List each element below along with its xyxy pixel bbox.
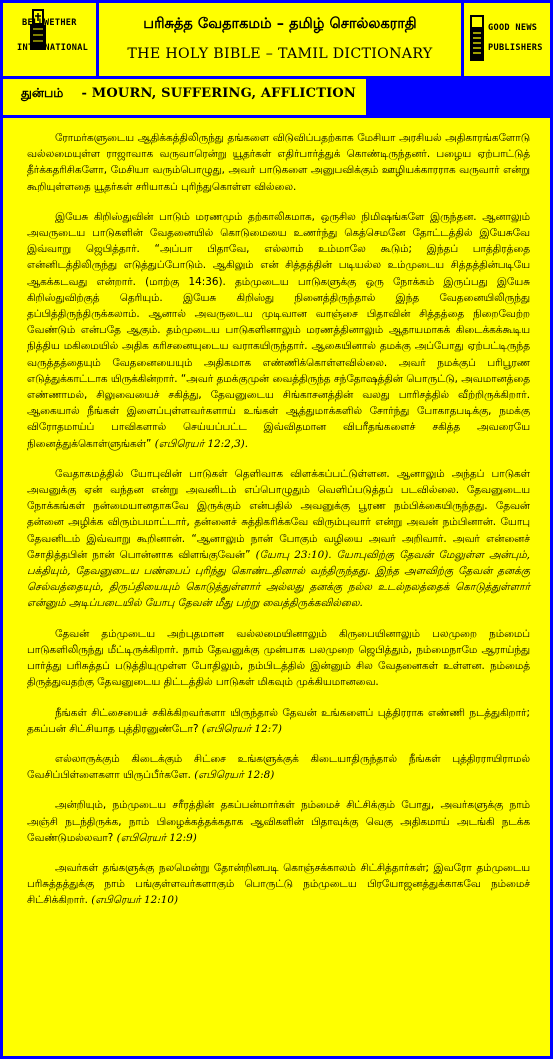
paragraph: இயேசு கிறிஸ்துவின் பாடும் மரணமும் தற்காலிகமாக, ஒருசில நிமிஷங்களே இருந்தன. ஆனாலும் அவருடைய பாடுகளின் வேதனையில் கொடுமையை உணர்ந்து கெத்செமனே தோட்டத்தில் இயேசுவே இவ்வாறு ஜெபித்தார். “அப்பா பிதாவே, எல்லாம் உம்மாலே கூடும்; இந்தப் பாத்திரத்தை என்னிடத்திலிருந்து எடுத்துப்போடும். ஆகிலும் என் சித்தத்தின் படியல்ல உம்முடைய சித்தத்தின்படியே ஆகக்கடவது என்றார். (மாற்கு 14:36). தம்முடைய பாடுகளுக்கு ஒரு நோக்கம் இருப்பது இயேசு கிறிஸ்துவிற்குத் தெரியும். இயேசு கிறிஸ்து நினைத்திருந்தால் இந்த வேதனையிலிருந்து தப்பித்திருந்திருக்கலாம். ஆனால் அவருடைய முடிவான வாஞ்சை பிதாவின் சித்தத்தை நிறைவேற்ற வேண்டும் என்பதே ஆகும். தம்முடைய பாடுகளினாலும் மரணத்தினாலும் ஆதாயமாகக் கிடைக்கக்கூடிய நித்திய மகிமையில் அதிக கரிசனையுடைய வராகயிருந்தார். ஆகையினால் தமக்கு அப்போது ஏற்பட்டிருந்த வருத்தத்தையும் வேதனையையும் அதிகமாக எண்ணிக்கொள்ளவில்லை. அவர் நமக்குப் பரிபூரண எடுத்துக்காட்டாக யிருக்கின்றார். “அவர் தமக்குமுன் வைத்திருந்த சந்தோஷத்தின் பொருட்டு, அவமானத்தை எண்ணாமல், சிலுவையைச் சகித்து, தேவனுடைய சிங்காசனத்தின் வலது பாரிசத்தில் வீற்றிருக்கிறார். ஆகையால் நீங்கள் இளைப்புள்ளவர்களாய் உங்கள் ஆத்துமாக்களில் சோர்ந்து போகாதபடிக்கு, நமக்கு விரோதமாய்ப் பாவிகளால் செய்யப்பட்ட இவ்விதமான விபரீதங்களைச் சகித்த அவரையே நினைத்துக்கொள்ளுங்கள்” (எபிரெயர் 12:2,3).	[27, 210, 530, 450]
scripture-reference: (எபிரெயர் 12:9)	[116, 831, 197, 844]
scripture-reference: (எபிரெயர் 12:2,3).	[154, 437, 249, 450]
logo-left-line2: INTERNATIONAL	[17, 43, 89, 53]
book-logo-icon	[3, 3, 96, 76]
title-panel	[99, 3, 461, 76]
scripture-reference: (எபிரெயர் 12:7)	[201, 722, 282, 735]
paragraph: எல்லாருக்கும் கிடைக்கும் சிட்சை உங்களுக்குக் கிடையாதிருந்தால் நீங்கள் புத்திரராயிராமல் வேசிப்பிள்ளைகளா யிருப்பீர்களே. (எபிரெயர் 12:8)	[27, 752, 530, 782]
bellwether-logo-panel	[3, 3, 96, 76]
newspaper-logo-icon	[464, 3, 550, 76]
good-news-logo-panel	[464, 3, 550, 76]
scripture-reference: (எபிரெயர் 12:10)	[91, 894, 178, 907]
paragraph: அன்றியும், நம்முடைய சரீரத்தின் தகப்பன்மார்கள் நம்மைச் சிட்சிக்கும் போது, அவர்களுக்கு நாம் அஞ்சி நடந்திருக்க, நாம் பிழைக்கத்தக்கதாக ஆவிகளின் பிதாவுக்கு வெகு அதிகமாய் அடங்கி நடக்க வேண்டுமல்லவா? (எபிரெயர் 12:9)	[27, 799, 530, 844]
scripture-reference: (எபிரெயர் 12:8)	[194, 769, 275, 782]
title-english: THE HOLY BIBLE – TAMIL DICTIONARY	[127, 46, 433, 62]
paragraph: ரோமர்களுடைய ஆதிக்கத்திலிருந்து தங்களை விடுவிப்பதற்காக மேசியா அரசியல் அதிகாரங்களோடு வல்லமையுள்ள ராஜாவாக வருவாரென்று யூதர்கள் எதிர்பார்த்துக் கொண்டிருந்தனர். பழைய ஏற்பாட்டுத் தீர்க்கதரிசிகளோ, மேசியா வரும்பொழுது, அவர் பாடுகளை அனுபவிக்கும் ஊழியக்காரராக வருவார் என்று கூறியுள்ளதை யூதர்கள் சரியாகப் புரிந்துகொள்ள வில்லை.	[27, 132, 530, 193]
paragraph: நீங்கள் சிட்சையைச் சகிக்கிறவர்களா யிருந்தால் தேவன் உங்களைப் புத்திரராக எண்ணி நடத்துகிறார்; தகப்பன் சிட்சியாத புத்திரனுண்டோ? (எபிரெயர் 12:7)	[27, 706, 530, 735]
entry-tamil-word: துன்பம்	[21, 85, 64, 100]
paragraph: வேதாகமத்தில் யோபுவின் பாடுகள் தெளிவாக விளக்கப்பட்டுள்ளன. ஆனாலும் அந்தப் பாடுகள் அவனுக்கு ஏன் வந்தன என்று அவனிடம் எப்பொழுதும் வெளிப்படுத்தப் படவில்லை. தேவனுடைய நோக்கங்கள் நன்மையானதாகவே இருக்கும் என்பதில் அவனுக்கு பூரண நம்பிக்கையிருந்தது. தேவன் தன்னை அழிக்க விரும்பமாட்டார், தன்னைச் சுத்திகரிக்கவே விரும்புவார் என்று அவன் நம்பினான். யோபு தேவனிடம் இவ்வாறு கூறினான். “ஆனாலும் நான் போகும் வழியை அவர் அறிவார். அவர் என்னைச் சோதித்தபின் நான் பொன்னாக விளங்குவேன்” (யோபு 23:10). யோபுவிற்கு தேவன் மேலுள்ள அன்பும், பக்தியும், தேவனுடைய பண்பைப் புரிந்து கொண்டதினால் வந்திருந்தது. இந்த அளவிற்கு தேவன் தனக்கு செல்வத்தையும், திருப்தியையும் கொடுத்துள்ளார் அல்லது தனக்கு நல்ல உடல்நலத்தைக் கொடுத்துள்ளார் என்னும் அடிப்படையில் யோபு தேவன் மீது பற்று வைத்திருக்கவில்லை.	[27, 467, 530, 610]
paragraph: அவர்கள் தங்களுக்கு நலமென்று தோன்றினபடி கொஞ்சக்காலம் சிட்சித்தார்கள்; இவரோ தம்முடைய பரிசுத்தத்துக்கு நாம் பங்குள்ளவர்களாகும் பொருட்டு நம்முடைய பிரயோஜனத்துக்காகவே நம்மைச் சிட்சிக்கிறார். (எபிரெயர் 12:10)	[27, 861, 530, 907]
logo-right-line1: GOOD NEWS	[488, 23, 538, 33]
paragraph: தேவன் தம்முடைய அற்புதமான வல்லமையினாலும் கிருபையினாலும் பலமுறை நம்மைப் பாடுகளிலிருந்து மீட்டிருக்கிறார். நாம் தேவனுக்கு முன்பாக பலமுறை ஜெபித்தும், நம்மைநாமே ஆராய்ந்து பார்த்து பரிசுத்தப் படுத்தியுமுள்ள போதிலும், நம்பிடத்தில் இன்னும் சில வேதனைகள் உள்ளன. நம்மைத் திருத்துவதற்கு தேவனுடைய திட்டத்தில் பாடுகள் மிகவும் முக்கியமானவை.	[27, 627, 530, 689]
logo-left-line1: BELLWETHER	[22, 18, 77, 28]
entry-english-meaning: - MOURN, SUFFERING, AFFLICTION	[81, 86, 356, 101]
logo-right-line2: PUBLISHERS	[488, 43, 543, 53]
entry-header	[3, 79, 366, 115]
title-tamil: பரிசுத்த வேதாகமம் – தமிழ் சொல்லகராதி	[143, 16, 417, 32]
entry-content	[3, 118, 550, 1056]
scripture-reference: (யோபு 23:10). யோபுவிற்கு தேவன் மேலுள்ள அன்பும், பக்தியும், தேவனுடைய பண்பைப் புரிந்து கொண்டதினால் வந்திருந்தது. இந்த அளவிற்கு தேவன் தனக்கு செல்வத்தையும், திருப்தியையும் கொடுத்துள்ளார் அல்லது தனக்கு நல்ல உடல்நலத்தைக் கொடுத்துள்ளார் என்னும் அடிப்படையில் யோபு தேவன் மீது பற்று வைத்திருக்கவில்லை.	[27, 548, 530, 610]
